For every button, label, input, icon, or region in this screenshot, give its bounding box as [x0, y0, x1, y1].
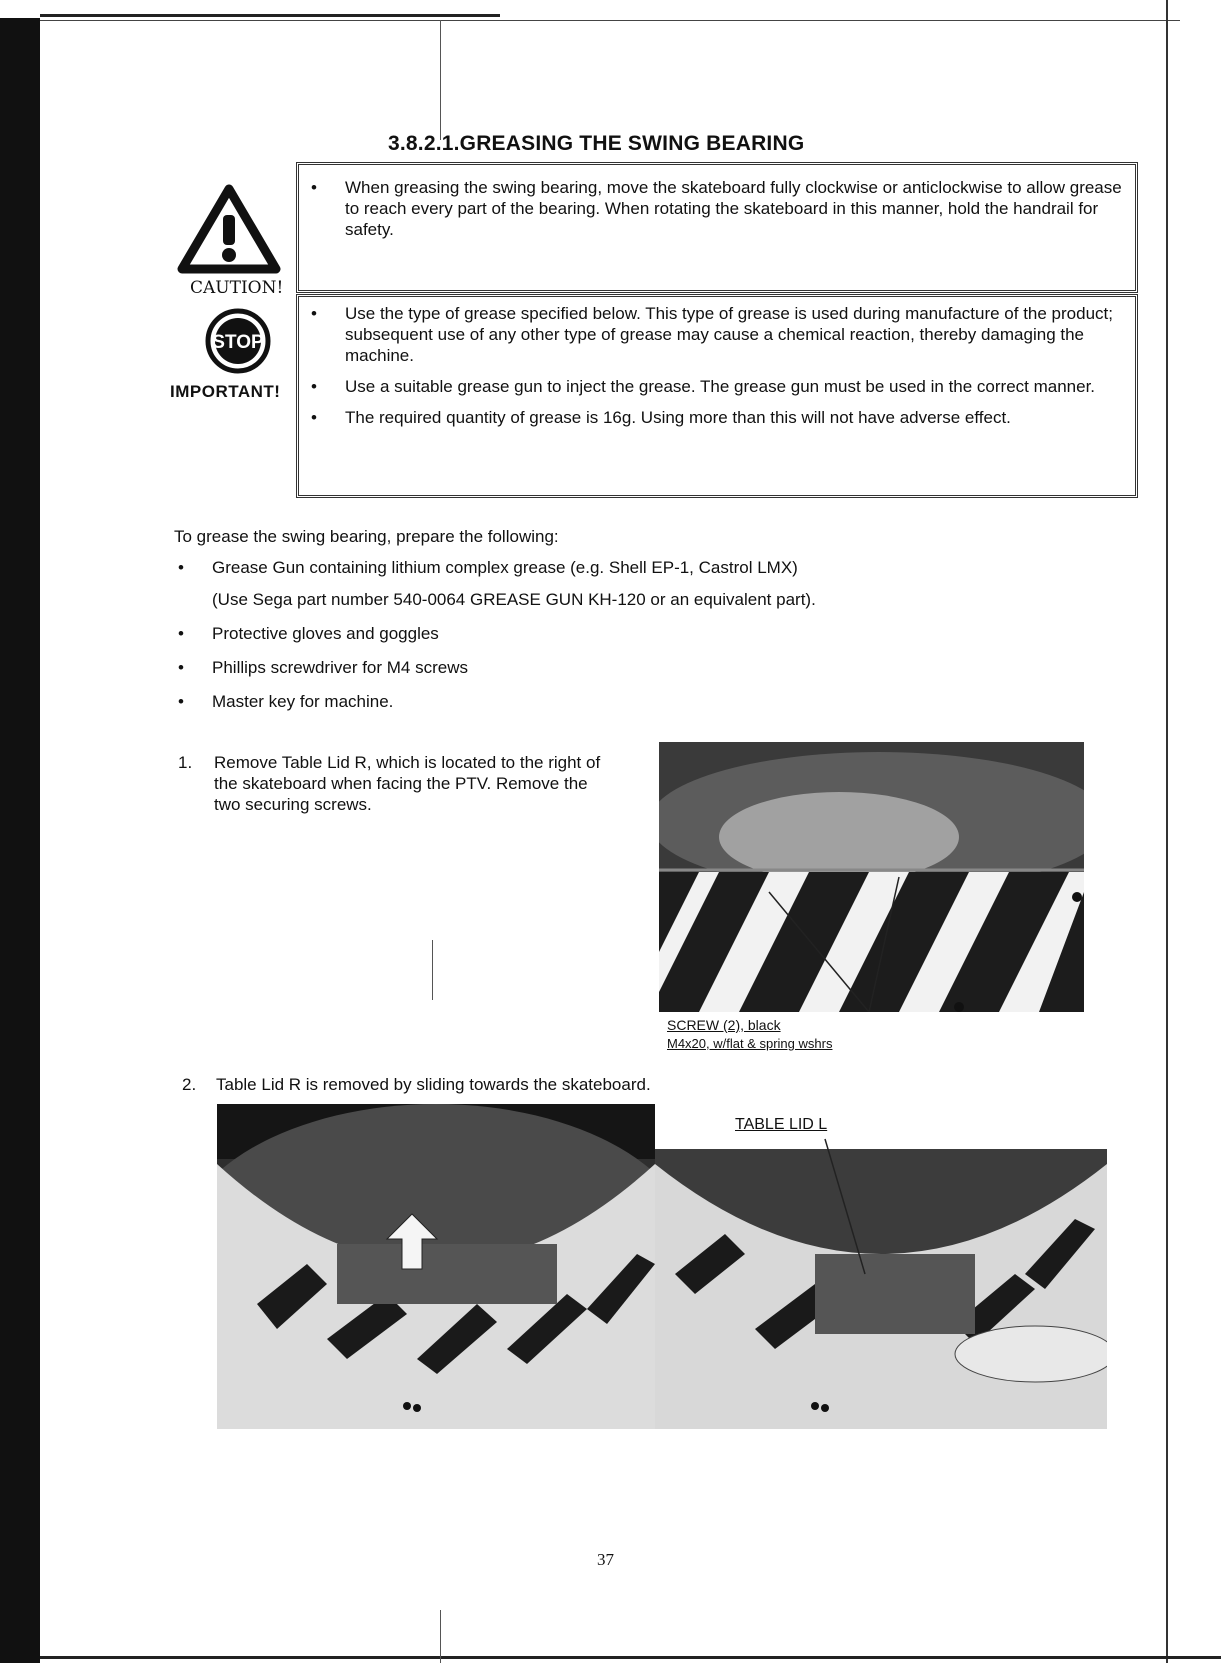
prep-item-screwdriver: • Phillips screwdriver for M4 screws [174, 656, 1074, 680]
step-number: 1. [178, 753, 193, 772]
callout-table-lid-l: TABLE LID L [735, 1116, 828, 1133]
caution-triangle-icon [176, 183, 282, 275]
photo-illustration [655, 1104, 1107, 1429]
prep-item-master-key: • Master key for machine. [174, 690, 1074, 714]
prep-item-subtext: (Use Sega part number 540-0064 GREASE GUN KH-120 or an equivalent part). [212, 590, 816, 609]
page-number: 37 [597, 1550, 614, 1569]
important-label: IMPORTANT! [170, 382, 281, 401]
step-text: Table Lid R is removed by sliding towards the skateboard. [216, 1075, 651, 1094]
prep-item-text: Grease Gun containing lithium complex grease (e.g. Shell EP-1, Castrol LMX) [212, 558, 798, 577]
step-number: 2. [182, 1075, 197, 1094]
scan-border-right [1166, 0, 1168, 1663]
important-box [296, 294, 1138, 498]
stop-sign-text: STOP [212, 332, 264, 353]
stop-sign-icon [205, 308, 271, 374]
scan-border-bottom [40, 1656, 1221, 1659]
photo-illustration [659, 742, 1084, 1012]
section-heading: 3.8.2.1.GREASING THE SWING BEARING [388, 132, 805, 155]
scan-border-top [40, 14, 500, 17]
scan-border-left [0, 18, 40, 1663]
callout-screw-spec: M4x20, w/flat & spring wshrs [667, 1036, 833, 1051]
preparation-list [174, 556, 1074, 724]
photo-table-lid-l [655, 1104, 1107, 1429]
callout-screw: SCREW (2), black [667, 1017, 781, 1033]
prep-item-gloves: • Protective gloves and goggles [174, 622, 1074, 646]
scan-border-top-thin [40, 20, 1180, 21]
important-item: • Use the type of grease specified below. This type of grease is used during manufacture of the product; subsequent use of any other type of grease may cause a chemical reaction, thereby damaging the machine. [299, 303, 1135, 366]
prep-item-grease-gun [174, 556, 1074, 612]
important-item: • Use a suitable grease gun to inject the grease. The grease gun must be used in the correct manner. [299, 376, 1135, 397]
scan-fold-line [440, 20, 441, 140]
caution-label: CAUTION! [190, 278, 284, 298]
scan-fold-line [440, 1610, 441, 1663]
photo-sliding-lid-r [217, 1104, 655, 1429]
photo-table-lid-r-screws [659, 742, 1084, 1012]
step-text: Remove Table Lid R, which is located to the right of the skateboard when facing the PTV. Remove the two securing screws. [214, 753, 601, 814]
photo-illustration [217, 1104, 655, 1429]
scan-fold-line [432, 940, 433, 1000]
caution-box [296, 162, 1138, 293]
preparation-intro: To grease the swing bearing, prepare the following: [174, 527, 559, 546]
important-item: • The required quantity of grease is 16g. Using more than this will not have adverse effect. [299, 407, 1135, 428]
caution-item: • When greasing the swing bearing, move the skateboard fully clockwise or anticlockwise to allow grease to reach every part of the bearing. When rotating the skateboard in this manner, hold the handrail for safety. [299, 177, 1135, 240]
